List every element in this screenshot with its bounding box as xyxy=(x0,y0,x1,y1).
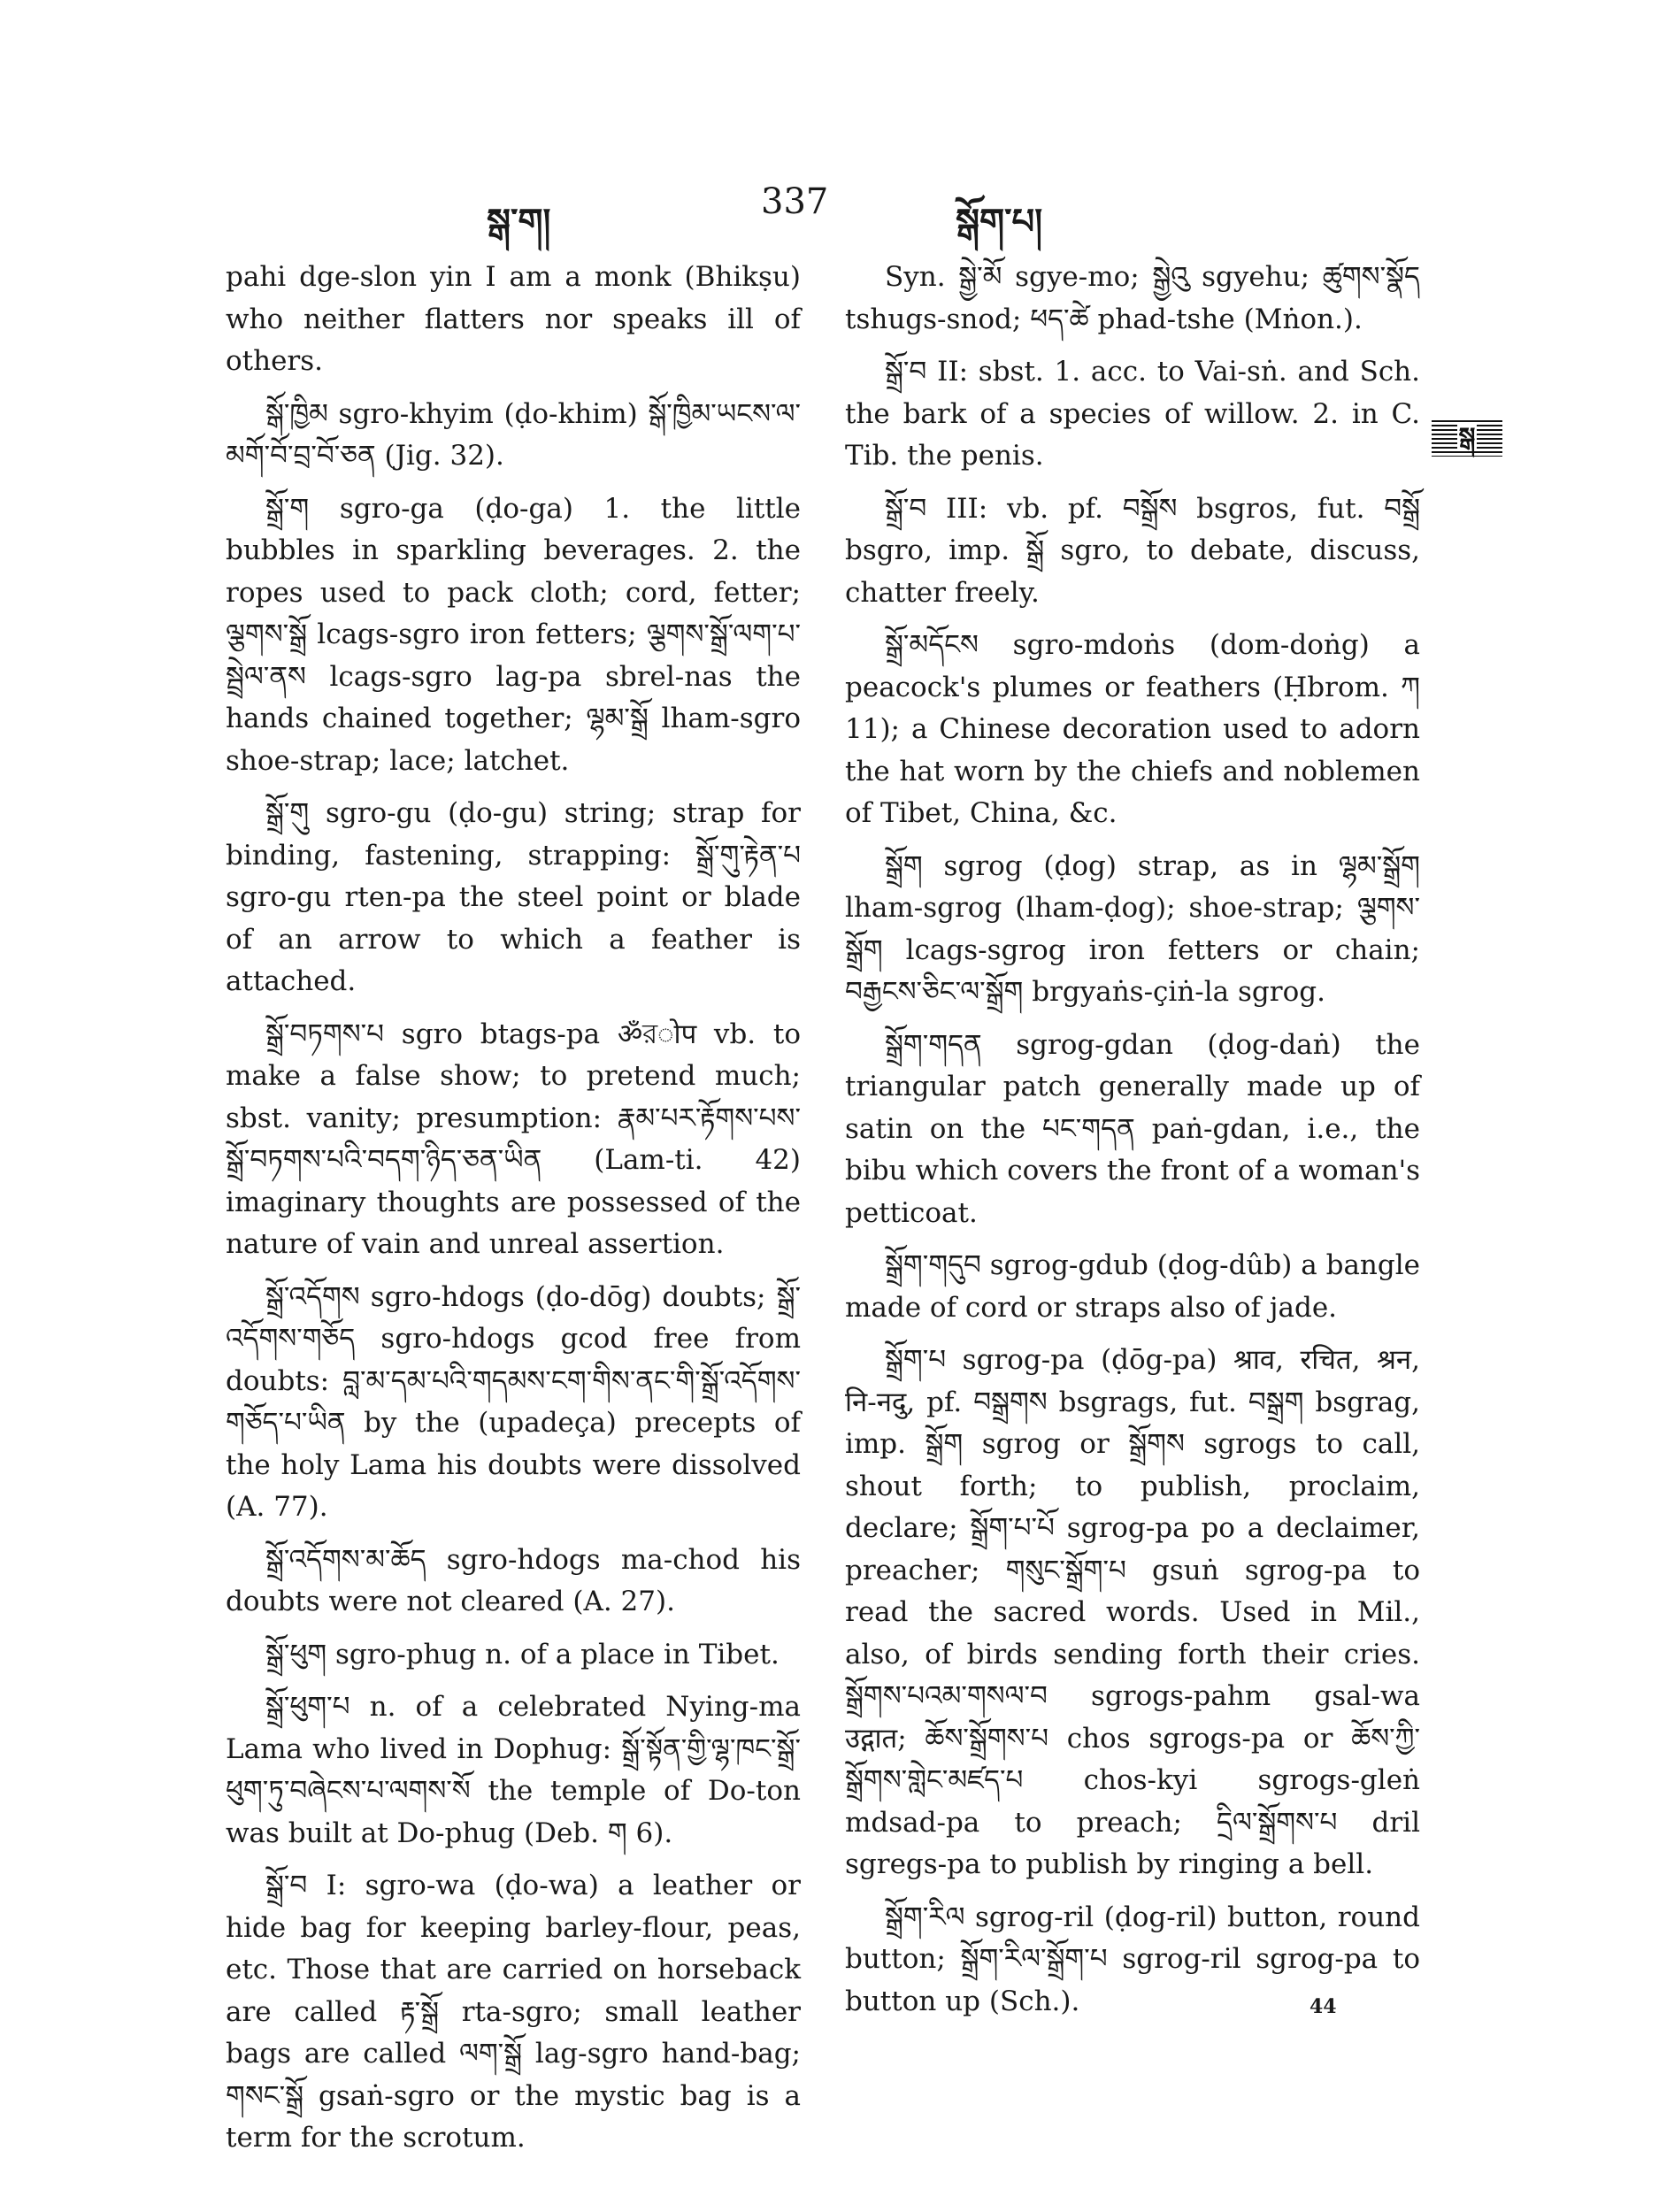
running-header xyxy=(221,181,1217,242)
entry: སྒོ་ཁྱིམ sgro-khyim (ḍo-khim) སྒོ་ཁྱིམ་ཡངས་ལ་མགོ་བོ་བྲ་བོ་ཅན (Jig. 32). xyxy=(226,397,801,472)
entry: སྒྲོག་གདུབ sgrog-gdub (ḍog-dûb) a bangle made of cord or straps also of jade. xyxy=(845,1249,1420,1324)
entry: སྒྲོ་བ III: vb. pf. བསྒྲོས bsgros, fut. བསྒྲོ bsgro, imp. སྒྲོ sgro, to debate, discuss, chatter freely. xyxy=(845,492,1420,609)
entry: སྒྲོ་ག sgro-ga (ḍo-ga) 1. the little bubbles in sparkling beverages. 2. the ropes used to pack cloth; cord, fetter; ལྕགས་སྒྲོ lcags-sgro iron fetters; ལྕགས་སྒྲོ་ལག་པ་སྦྲེལ་ནས lcags-sgro lag-pa sbrel-nas the hands chained together; ལྷམ་སྒྲོ lham-sgro shoe-strap; lace; latchet. xyxy=(226,492,801,777)
entry: སྒྲོག་གདན sgrog-gdan (ḍog-daṅ) the triangular patch generally made up of satin on the པང་གདན paṅ-gdan, i.e., the bibu which covers the front of a woman's petticoat. xyxy=(845,1028,1420,1229)
entry: སྒྲོག sgrog (ḍog) strap, as in ལྷམ་སྒྲོག lham-sgrog (lham-ḍog); shoe-strap; ལྕགས་སྒྲོག lcags-sgrog iron fetters or chain; བརྒྱངས་ཅིང་ལ་སྒྲོག brgyaṅs-çiṅ-la sgrog. xyxy=(845,849,1420,1008)
page-number: 337 xyxy=(761,181,829,222)
left-column xyxy=(226,257,801,2170)
entry: སྒྲོ་འདོགས་མ་ཆོད sgro-hdogs ma-chod his doubts were not cleared (A. 27). xyxy=(226,1543,801,1617)
entry: སྒྲོ་ཕུག sgro-phug n. of a place in Tibet. xyxy=(265,1638,780,1671)
header-left-guideword: སྒ་ག། xyxy=(487,201,551,242)
right-column xyxy=(845,257,1420,2033)
entry: སྒྲོ་ཕུག་པ n. of a celebrated Nying-ma Lama who lived in Dophug: སྒྲོ་སྟོན་གྱི་ལྷ་ཁང་སྒྲོ་ཕུག་ཏུ་བཞེངས་པ་ལགས་སོ the temple of Do-ton was built at Do-phug (Deb. ག 6). xyxy=(226,1691,801,1849)
entry: སྒྲོག་པ sgrog-pa (ḍōg-pa) श्राव, रचित, श्रन, नि-नदु, pf. བསྒྲགས bsgrags, fut. བསྒྲག bsgrag, imp. སྒྲོག sgrog or སྒྲོགས sgrogs to call, shout forth; to publish, proclaim, declare; སྒྲོག་པ་པོ sgrog-pa po a declaimer, preacher; གསུང་སྒྲོག་པ gsuṅ sgrog-pa to read the sacred words. Used in Mil., also, of birds sending forth their cries. སྒྲོགས་པའམ་གསལ་བ sgrogs-pahm gsal-wa उद्गात; ཆོས་སྒྲོགས་པ chos sgrogs-pa or ཆོས་ཀྱི་སྒྲོགས་གླེང་མཛད་པ chos-kyi sgrogs-gleṅ mdsad-pa to preach; དྲིལ་སྒྲོགས་པ dril sgregs-pa to publish by ringing a bell. xyxy=(845,1344,1420,1880)
margin-thumb-index xyxy=(1432,418,1502,457)
header-right-guideword: སྒོག་པ། xyxy=(956,201,1043,242)
entry: Syn. སྒྱེ་མོ sgye-mo; སྒྱེའུ sgyehu; ཚུགས་སྣོད tshugs-snod; ཕད་ཚེ phad-tshe (Mṅon.). xyxy=(845,261,1420,335)
entry: སྒྲོ་གུ sgro-gu (ḍo-gu) string; strap for binding, fastening, strapping: སྒྲོ་གུ་རྟེན་པ sgro-gu rten-pa the steel point or blade of an arrow to which a feather is attached. xyxy=(226,797,801,997)
margin-thumb-index-label: སྒ xyxy=(1458,422,1476,451)
entry: སྒྲོ་བ II: sbst. 1. acc. to Vai-sṅ. and Sch. the bark of a species of willow. 2. in C. Tib. the penis. xyxy=(845,356,1420,472)
entry: སྒྲོ་མདོངས sgro-mdoṅs (dom-doṅg) a peacock's plumes or feathers (Ḥbrom. ཀ 11); a Chinese decoration used to adorn the hat worn by the chiefs and noblemen of Tibet, China, &c. xyxy=(845,629,1420,829)
entry: pahi dge-slon yin I am a monk (Bhikṣu) who neither flatters nor speaks ill of others. xyxy=(226,261,801,377)
signature-mark: 44 xyxy=(1310,1995,1337,2018)
entry: སྒྲོ་འདོགས sgro-hdogs (ḍo-dōg) doubts; སྒྲོ་འདོགས་གཅོད sgro-hdogs gcod free from doubts: བླ་མ་དམ་པའི་གདམས་ངག་གིས་ནང་གི་སྒྲོ་འདོགས་གཅོད་པ་ཡིན by the (upadeça) precepts of the holy Lama his doubts were dissolved (A. 77). xyxy=(226,1280,801,1523)
entry: སྒྲོ་བཏགས་པ sgro btags-pa ॐরोप vb. to make a false show; to pretend much; sbst. vanity; presumption: རྣམ་པར་རྟོགས་པས་སྒྲོ་བཏགས་པའི་བདག་ཉིད་ཅན་ཡིན (Lam-ti. 42) imaginary thoughts are possessed of the nature of vain and unreal assertion. xyxy=(226,1018,801,1260)
entry: སྒྲོག་རིལ sgrog-ril (ḍog-ril) button, round button; སྒྲོག་རིལ་སྒྲོག་པ sgrog-ril sgrog-pa to button up (Sch.). xyxy=(845,1901,1420,2017)
entry: སྒྲོ་བ I: sgro-wa (ḍo-wa) a leather or hide bag for keeping barley-flour, peas, etc. Those that are carried on horseback are called རྟ་སྒྲོ rta-sgro; small leather bags are called ལག་སྒྲོ lag-sgro hand-bag; གསང་སྒྲོ gsaṅ-sgro or the mystic bag is a term for the scrotum. xyxy=(226,1870,801,2154)
